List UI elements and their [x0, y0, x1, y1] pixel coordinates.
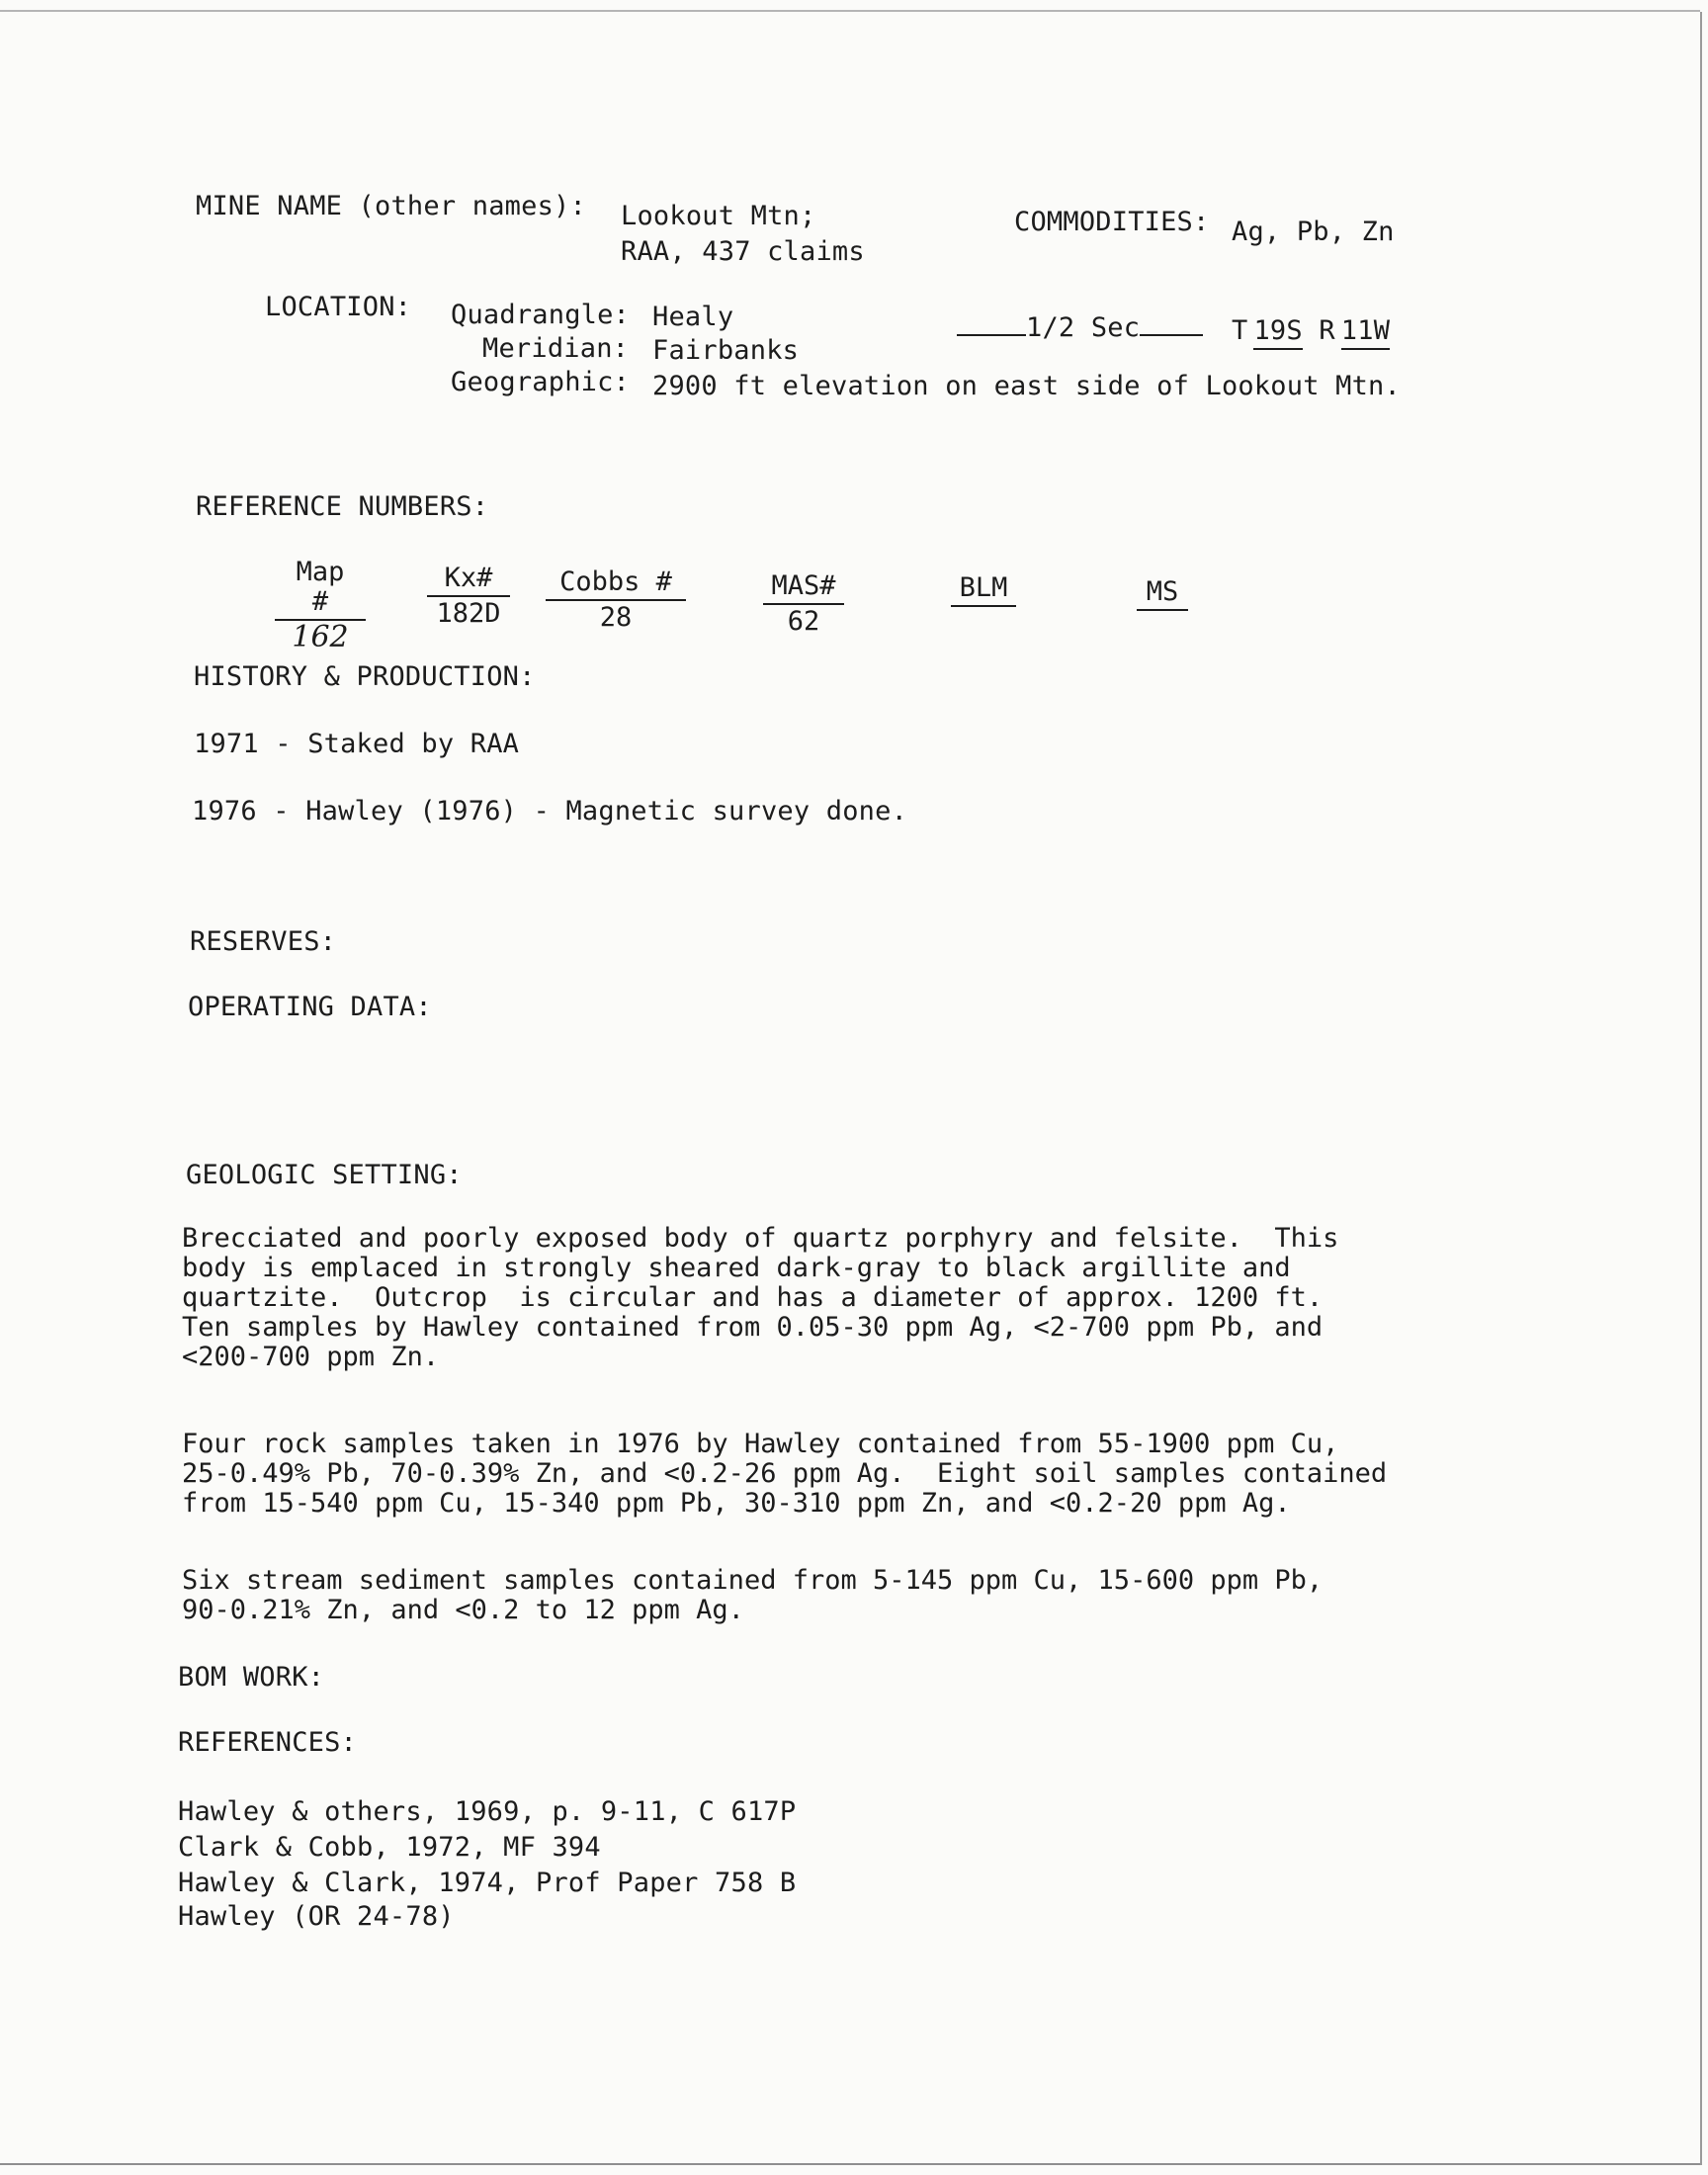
references-label: REFERENCES: [178, 1727, 358, 1758]
reference-entry: Hawley & Clark, 1974, Prof Paper 758 B [178, 1868, 797, 1898]
commodities-value: Ag, Pb, Zn [1232, 217, 1395, 247]
geologic-paragraph-3: Six stream sediment samples contained from 5-145 ppm Cu, 15-600 ppm Pb, 90-0.21% Zn, and <0.2 to 12 ppm Ag. [182, 1565, 1324, 1625]
commodities-label: COMMODITIES: [1014, 207, 1210, 237]
ref-kx-number [427, 564, 510, 629]
ref-cobbs-label: Cobbs # [546, 567, 686, 601]
ref-blm-value [951, 607, 1016, 609]
reference-numbers-label: REFERENCE NUMBERS: [196, 491, 489, 522]
mine-name-label: MINE NAME (other names): [196, 191, 586, 221]
reserves-label: RESERVES: [190, 926, 337, 957]
township-value: 19S [1253, 314, 1302, 350]
section-line [957, 310, 1203, 345]
half-sec-label: 1/2 Sec [1026, 312, 1141, 343]
quadrangle-label: Quadrangle: [451, 300, 631, 330]
mine-other-names: RAA, 437 claims [621, 236, 865, 267]
geologic-paragraph-1: Brecciated and poorly exposed body of quartz porphyry and felsite. This body is emplaced in strongly sheared dark-gray to black argillite and quartzite. Outcrop is circular and has a diameter of approx. 1200 ft. Ten samples by Hawley contained from 0.05-30 ppm Ag, <2-700 ppm Pb, and <200-700 ppm Zn. [182, 1223, 1339, 1372]
history-entry-1976: 1976 - Hawley (1976) - Magnetic survey done. [192, 796, 908, 826]
quarter-section-blank [957, 310, 1026, 336]
mine-name-value: Lookout Mtn; [621, 201, 816, 231]
history-entry-1971: 1971 - Staked by RAA [194, 729, 520, 759]
ref-ms-label: MS [1137, 577, 1188, 611]
page-edge-right [1700, 12, 1702, 2165]
ref-kx-label: Kx# [427, 564, 510, 597]
geographic-value: 2900 ft elevation on east side of Lookout Mtn. [652, 371, 1401, 401]
quadrangle-value: Healy [652, 302, 734, 332]
geologic-paragraph-2: Four rock samples taken in 1976 by Hawley contained from 55-1900 ppm Cu, 25-0.49% Pb, 70-0.39% Zn, and <0.2-26 ppm Ag. Eight soil samples contained from 15-540 ppm Cu, 15-340 ppm Pb, 30-310 ppm Zn, and <0.2-20 ppm Ag. [182, 1429, 1388, 1519]
location-label: LOCATION: [265, 292, 412, 322]
reference-entry: Hawley (OR 24-78) [178, 1901, 455, 1932]
ref-ms-number [1137, 577, 1188, 613]
operating-data-label: OPERATING DATA: [188, 992, 432, 1022]
range-value: 11W [1341, 314, 1390, 350]
township-label: T [1232, 315, 1248, 346]
ref-kx-value: 182D [436, 598, 501, 629]
range-label: R [1319, 315, 1335, 346]
geologic-setting-label: GEOLOGIC SETTING: [186, 1160, 463, 1190]
township-range [1232, 314, 1390, 350]
ref-blm-label: BLM [951, 573, 1016, 607]
ref-map-value: 162 [292, 620, 349, 654]
bom-work-label: BOM WORK: [178, 1662, 325, 1693]
meridian-label: Meridian: [482, 333, 630, 364]
ref-cobbs-number [546, 567, 686, 633]
ref-ms-value [1137, 611, 1188, 613]
ref-map-number [275, 558, 366, 652]
geographic-label: Geographic: [451, 367, 631, 397]
ref-mas-label: MAS# [763, 571, 844, 605]
page-edge-top [0, 10, 1700, 12]
ref-map-label: Map # [275, 558, 366, 621]
reference-entry: Hawley & others, 1969, p. 9-11, C 617P [178, 1796, 797, 1827]
history-label: HISTORY & PRODUCTION: [194, 661, 536, 692]
ref-cobbs-value: 28 [599, 602, 633, 633]
reference-entry: Clark & Cobb, 1972, MF 394 [178, 1832, 601, 1863]
section-blank [1140, 310, 1203, 336]
ref-blm-number [951, 573, 1016, 609]
ref-mas-number [763, 571, 844, 637]
meridian-value: Fairbanks [652, 335, 800, 366]
page-edge-bottom [0, 2163, 1700, 2165]
ref-mas-value: 62 [787, 606, 820, 637]
